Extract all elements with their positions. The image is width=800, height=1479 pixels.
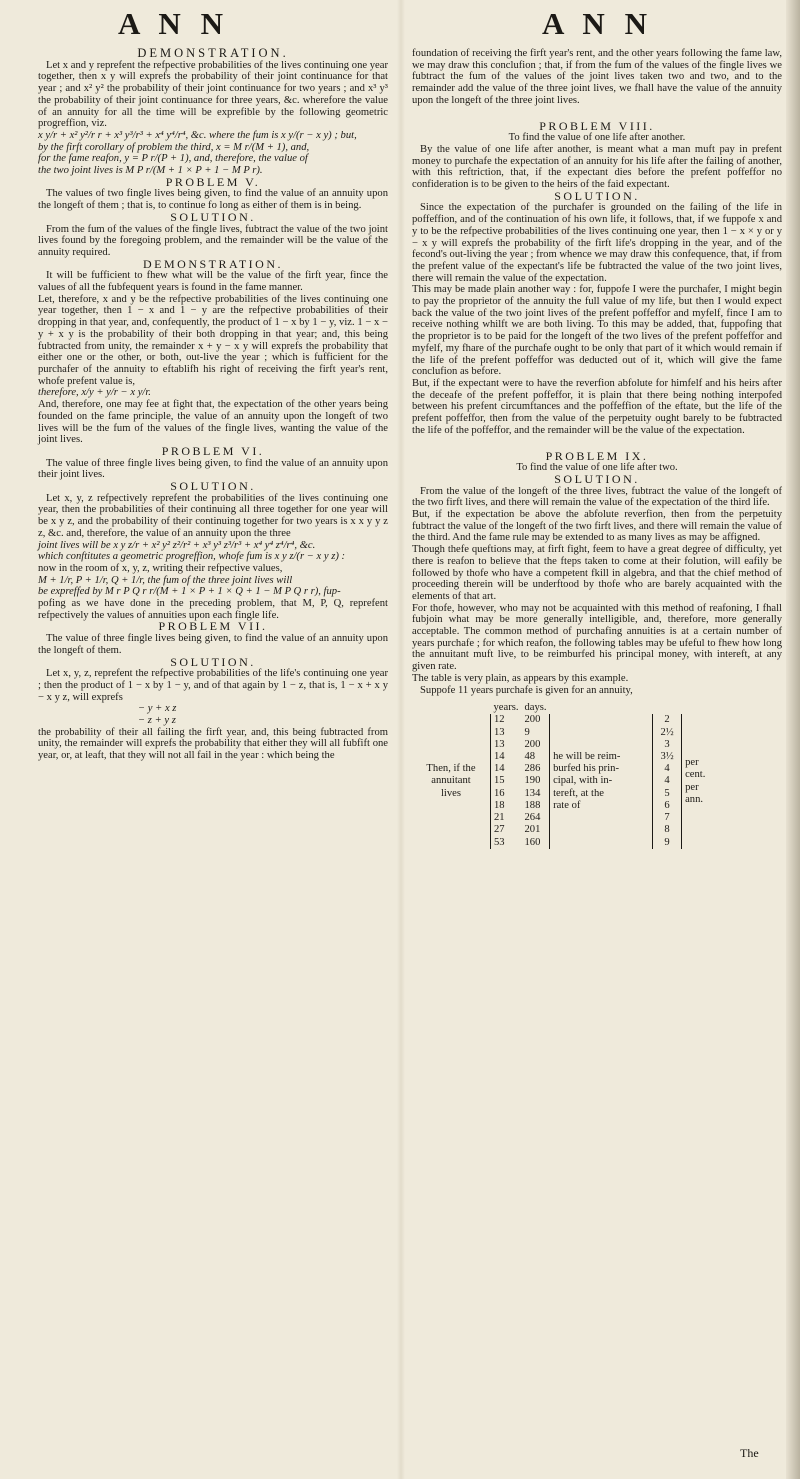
equation: therefore, x/y + y/r − x y/r. bbox=[38, 387, 151, 399]
paragraph: Though thefe queftions may, at firft fight, feem to have a great degree of difficulty, yet there is reafon to believe that the fteps taken to come at their folution, will eafily be followed by thofe who have a competent fkill in algebra, and that the chief method of proceeding therein will be underftood by thofe who are barely acquainted with the elements of that art. bbox=[412, 544, 782, 602]
paragraph: The value of three fingle lives being given, to find the value of an annuity upon the longeft of them. bbox=[38, 633, 388, 656]
table-cell-years: 15 bbox=[491, 775, 522, 787]
table-cell-rate: 4 bbox=[653, 775, 682, 787]
table-cell-rate: 4 bbox=[653, 763, 682, 775]
table-cell-days: 9 bbox=[522, 727, 550, 739]
table-cell-days: 48 bbox=[522, 751, 550, 763]
running-header-left: A N N bbox=[118, 6, 229, 41]
paragraph: Let x, y, z refpectively reprefent the probabilities of the lives continuing one year, then the probabilities of their continuing all three together for one year will be x y z, and the probability of their continuing together for two years is x x y y z z, &c. and, therefore, the value of an annuity upon the three bbox=[38, 492, 388, 539]
label-line: per bbox=[685, 757, 699, 769]
equation: be expreffed by M r P Q r r/(M + 1 × P + 1 × Q + 1 − M P Q r r), fup- bbox=[38, 586, 341, 598]
table-cell-days: 188 bbox=[522, 800, 550, 812]
table-middle-label bbox=[550, 714, 653, 848]
table-cell-years: 53 bbox=[491, 837, 522, 849]
label-line: rate of bbox=[553, 799, 581, 811]
table-cell-days: 201 bbox=[522, 824, 550, 836]
running-header-right: A N N bbox=[542, 6, 653, 41]
paragraph: the probability of their all failing the firft year, and, this being fubtracted from unity, the remainder will exprefs the probability that either they will all fubfift one year, or, at leaft, that they will not all fail in the year : which being the bbox=[38, 726, 388, 762]
problem-subtitle: To find the value of one life after two. bbox=[516, 462, 678, 474]
table-cell-rate: 6 bbox=[653, 800, 682, 812]
table-cell-rate: 5 bbox=[653, 788, 682, 800]
paragraph: From the fum of the values of the fingle lives, fubtract the value of the two joint lives found by the foregoing problem, and the remainder will be the value of the annuity required. bbox=[38, 223, 388, 258]
solution-heading: SOLUTION. bbox=[170, 479, 256, 494]
table-cell-rate: 8 bbox=[653, 824, 682, 836]
catchword: The bbox=[740, 1446, 759, 1460]
equation: for the fame reafon, y = P r/(P + 1), and, therefore, the value of bbox=[38, 153, 308, 165]
paragraph: The table is very plain, as appears by this example. bbox=[412, 672, 629, 684]
table-cell-rate: 9 bbox=[653, 837, 682, 849]
table-cell-rate: 3½ bbox=[653, 751, 682, 763]
paragraph: Let x, y, z, reprefent the refpective probabilities of the life's continuing one year ; then the product of 1 − x by 1 − y, and of that again by 1 − z, that is, 1 − x + x y − x y z, will exprefs bbox=[38, 668, 388, 703]
paragraph: Since the expectation of the purchafer is grounded on the failing of the life in poffeffion, and of the continuation of his own life, it follows, that, if we fuppofe x and y to be the refpective probabilities of the lives continuing one year, then 1 − x × y or y − x y will exprefs the probability of the firft life's dropping in the year, and of the fecond's out-living the year ; from whence we may draw this confequence, that, if from the prefent value of the expectant's life be fubtracted the value of the two joint lives, there will remain the value of the expectation. bbox=[412, 202, 782, 284]
paragraph: But, if the expectant were to have the reverfion abfolute for himfelf and his heirs after the deceafe of the prefent poffeffor, it is plain that there being nothing interpofed between his prefent circumftances and the poffeffion of the eftate, but the life of the prefent poffeffor, then from the value of the perpetuity ought barely to be fubtracted the life of the poffeffor, and the remainder will be the value of the expectation. bbox=[412, 377, 782, 436]
table-cell-years: 14 bbox=[491, 751, 522, 763]
table-cell-years: 13 bbox=[491, 727, 522, 739]
table-cell-years: 14 bbox=[491, 763, 522, 775]
solution-heading: SOLUTION. bbox=[170, 209, 256, 224]
problem-heading: PROBLEM IX. bbox=[545, 448, 649, 463]
table-header-days: days. bbox=[524, 702, 547, 714]
years-purchase-table bbox=[412, 702, 728, 848]
label-line: he will be reim- bbox=[553, 751, 621, 763]
paragraph: now in the room of x, y, z, writing their refpective values, bbox=[38, 562, 283, 574]
table-right-label bbox=[682, 714, 729, 848]
table-cell-rate: 2½ bbox=[653, 727, 682, 739]
label-line: cent. bbox=[685, 769, 706, 781]
paragraph: It will be fufficient to fhew what will be the value of the firft year, fince the values of all the fubfequent years is found in the fame manner. bbox=[38, 270, 388, 294]
paragraph: foundation of receiving the firft year's rent, and the other years following the fame law, we may draw this conclufion ; that, if from the fum of the values of the fingle lives we fubtract the fum of the values of the joint lives taken two and two, and to the remainder add the value of the three joint lives, we fhall have the value of the annuity upon the longeft of the three joint lives. bbox=[412, 48, 782, 106]
demonstration-heading: DEMONSTRATION. bbox=[143, 256, 283, 271]
paragraph: By the value of one life after another, is meant what a man muft pay in prefent money to purchafe the expectation of an annuity for his life after the failing of another, with this reftriction, that, if the expectant dies before the prefent poffeffor no confideration is to be given to the heirs of the faid expectant. bbox=[412, 143, 782, 191]
label-line: Then, if the bbox=[426, 763, 476, 775]
problem-heading: PROBLEM V. bbox=[165, 174, 261, 189]
table-cell-days: 160 bbox=[522, 837, 550, 849]
paragraph: pofing as we have done in the preceding problem, that M, P, Q, reprefent refpectively the values of annuities upon each fingle life. bbox=[38, 598, 388, 621]
solution-heading: SOLUTION. bbox=[554, 471, 640, 486]
table-left-label bbox=[412, 714, 491, 848]
demonstration-heading: DEMONSTRATION. bbox=[137, 46, 289, 60]
table-cell-years: 12 bbox=[491, 714, 522, 726]
equation: x y/r + x² y²/r r + x³ y³/r³ + x⁴ y⁴/r⁴, &c. where the fum is x y/(r − x y) ; but, bbox=[38, 129, 357, 141]
paragraph: The value of three fingle lives being given, to find the value of an annuity upon their joint lives. bbox=[38, 457, 388, 481]
table-cell-rate: 7 bbox=[653, 812, 682, 824]
paragraph: Suppofe 11 years purchafe is given for an annuity, bbox=[420, 684, 633, 696]
table-cell-years: 16 bbox=[491, 788, 522, 800]
label-line: tereft, at the bbox=[553, 787, 604, 799]
page-gutter bbox=[397, 0, 405, 1479]
problem-heading: PROBLEM VII. bbox=[158, 619, 268, 634]
paragraph: From the value of the longeft of the three lives, fubtract the value of the longeft of the two firft lives, and there will remain the value of the expectation of the third life. bbox=[412, 485, 782, 509]
table-header-years: years. bbox=[493, 702, 519, 714]
label-line: ann. bbox=[685, 793, 704, 805]
paragraph: But, if the expectation be above the abfolute reverfion, then from the perpetuity fubtract the value of the longeft of the two firft lives, and there will remain the value of the third. And the fame rule may be extended to as many lives as may be affigned. bbox=[412, 509, 782, 544]
solution-heading: SOLUTION. bbox=[554, 188, 640, 203]
label-line: per bbox=[685, 781, 699, 793]
equation: which conftitutes a geometric progreffion, whofe fum is x y z/(r − x y z) : bbox=[38, 551, 346, 563]
problem-heading: PROBLEM VIII. bbox=[539, 118, 655, 133]
table-cell-days: 134 bbox=[522, 788, 550, 800]
label-line: lives bbox=[440, 787, 461, 799]
equation: by the firft corollary of problem the third, x = M r/(M + 1), and, bbox=[38, 141, 310, 153]
page-edge-shadow bbox=[786, 0, 800, 1479]
table-cell-years: 21 bbox=[491, 812, 522, 824]
problem-subtitle: To find the value of one life after another. bbox=[508, 132, 686, 144]
right-column bbox=[412, 48, 782, 849]
paragraph: Let x and y reprefent the refpective probabilities of the lives continuing one year together, then x y will exprefs the probability of their joint continuance for that year ; and x² y² the probability of their joint continuance for two years ; and x³ y³ the probability of their joint continuance for three years, &c. wherefore the value of an annuity for all the time will be exprefible by the following geometric progreffion, viz. bbox=[38, 59, 388, 130]
left-column bbox=[38, 48, 388, 762]
table-cell-rate: 3 bbox=[653, 739, 682, 751]
equation: the two joint lives is M P r/(M + 1 × P + 1 − M P r). bbox=[38, 165, 263, 177]
table-cell-years: 18 bbox=[491, 800, 522, 812]
paragraph: Let, therefore, x and y be the refpective probabilities of the lives continuing one year together, then 1 − x and 1 − y are the refpective probabilities of their dropping in that year, and, confequently, the product of 1 − x by 1 − y, viz. 1 − x − y + x y is the probability of their both dropping in that year; and, this being fubtracted from unity, the remainder x + y − x y will exprefs the probability that either one or the other, or both, out-live the year ; which is fufficient for the purchafer of the annuity to eftablifh his right of receiving the firft year's rent, whofe prefent value is, bbox=[38, 293, 388, 387]
equation: joint lives will be x y z/r + x² y² z²/r² + x³ y³ z³/r³ + x⁴ y⁴ z⁴/r⁴, &c. bbox=[38, 539, 316, 551]
paragraph: The values of two fingle lives being given, to find the value of an annuity upon the longeft of them ; that is, to continue fo long as either of them is in being. bbox=[38, 188, 388, 212]
problem-heading: PROBLEM VI. bbox=[161, 443, 265, 458]
table-cell-days: 286 bbox=[522, 763, 550, 775]
equation: − y + x z bbox=[138, 703, 177, 715]
table-cell-years: 27 bbox=[491, 824, 522, 836]
paragraph: For thofe, however, who may not be acquainted with this method of reafoning, I fhall fubjoin what may be more generally intelligible, and, therefore, more generally acceptable. The common method of purchafing annuities is at a certain number of years purchafe ; for which reafon, the following tables may be ufeful to fhew how long the annuitant muft live, to be reimburfed his principal money, with intereft, at any given rate. bbox=[412, 602, 782, 673]
table-cell-days: 190 bbox=[522, 775, 550, 787]
label-line: burfed his prin- bbox=[553, 763, 619, 775]
label-line: cipal, with in- bbox=[553, 775, 613, 787]
paragraph: And, therefore, one may fee at fight that, the expectation of the other years being founded on the fame principle, the value of an annuity upon the longeft of two lives will be the fum of the values of the fingle lives, wanting the value of the joint lives. bbox=[38, 399, 388, 446]
equation: M + 1/r, P + 1/r, Q + 1/r, the fum of the three joint lives will bbox=[38, 574, 293, 586]
label-line: annuitant bbox=[431, 775, 471, 787]
table-cell-days: 200 bbox=[522, 739, 550, 751]
table-cell-days: 200 bbox=[522, 714, 550, 726]
table-cell-days: 264 bbox=[522, 812, 550, 824]
table-cell-rate: 2 bbox=[653, 714, 682, 726]
table-cell-years: 13 bbox=[491, 739, 522, 751]
solution-heading: SOLUTION. bbox=[170, 654, 256, 669]
equation: − z + y z bbox=[138, 715, 176, 727]
paragraph: This may be made plain another way : for, fuppofe I were the purchafer, I might begin to pay the proprietor of the annuity the full value of my life, but then I would expect back the value of the two joint lives of the prefent poffeffor and myfelf, fince I am to receive nothing whilft we are both living. To this may be added, that, fuppofing that the proprietor is to be paid for the longeft of the two lives of the prefent poffeffor and myfelf, my fhare of the purchafe ought to be only that part of it which would remain if the life of the prefent poffeffor was deducted out of it, which will give the fame conclufion as before. bbox=[412, 284, 782, 378]
